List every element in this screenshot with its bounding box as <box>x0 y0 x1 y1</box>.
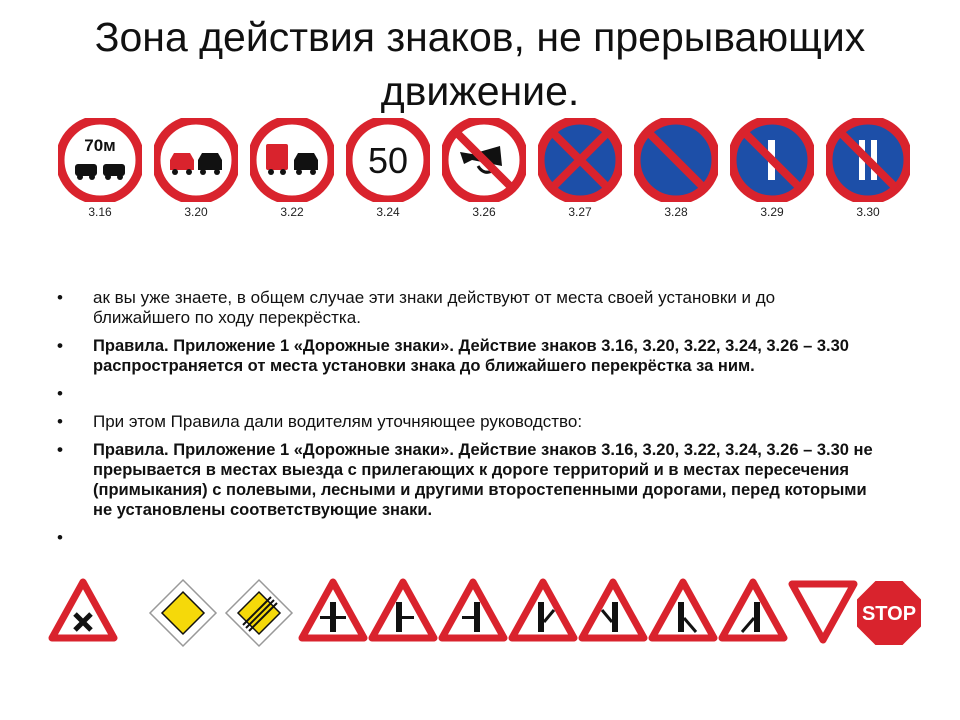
bullet-text: Правила. Приложение 1 «Дорожные знаки». Действие знаков 3.16, 3.20, 3.22, 3.24, 3.26 – 3.30 распространяется от места установки знака до ближайшего перекрёстка за ним. <box>93 337 849 375</box>
svg-text:50: 50 <box>367 140 409 181</box>
side-road-right-sign <box>368 578 438 644</box>
adjacent-left-oblique-sign <box>718 578 788 644</box>
stop-sign <box>854 578 924 648</box>
adjacent-right-sign <box>508 578 578 644</box>
bullet-item <box>55 440 875 520</box>
bullet-text: ак вы уже знаете, в общем случае эти знаки действуют от места своей установки и до ближайшего по ходу перекрёстка. <box>93 288 776 327</box>
svg-text:STOP: STOP <box>861 603 917 625</box>
no-stopping-sign <box>538 118 622 202</box>
speed-limit-50-sign <box>346 118 430 202</box>
bullet-text: Правила. Приложение 1 «Дорожные знаки». Действие знаков 3.16, 3.20, 3.22, 3.24, 3.26 – 3.30 не прерывается в местах выезда с прилегающих к дороге территорий и в местах пересечения (примыкания) с полевыми, лесными и другими второстепенными дорогами, перед которыми не установлены соответствующие знаки. <box>93 441 873 519</box>
no-overtaking-sign <box>154 118 238 202</box>
bullet-marker: • <box>57 336 63 355</box>
sign-3-22 <box>244 118 340 219</box>
warning-signs-row <box>48 578 928 658</box>
bullet-item <box>55 384 875 404</box>
prohibitory-signs-row <box>52 118 912 228</box>
give-way-sign <box>788 578 858 644</box>
sign-3-26 <box>436 118 532 219</box>
sign-3-27 <box>532 118 628 219</box>
sign-code: 3.22 <box>280 205 304 219</box>
page-title: Зона действия знаков, не прерывающих движение. <box>94 14 866 114</box>
priority-road-sign <box>148 578 218 648</box>
no-truck-overtaking-sign <box>250 118 334 202</box>
no-parking-sign <box>634 118 718 202</box>
side-road-left-sign <box>438 578 508 644</box>
bullet-item <box>55 336 875 376</box>
bullet-marker: • <box>57 412 63 431</box>
bullet-list <box>55 288 875 556</box>
adjacent-right-oblique-sign <box>648 578 718 644</box>
min-distance-70m-sign <box>58 118 142 202</box>
sign-code: 3.30 <box>856 205 880 219</box>
bullet-text: При этом Правила дали водителям уточняющее руководство: <box>93 412 583 431</box>
crossroad-secondary-sign <box>298 578 368 644</box>
bullet-marker: • <box>57 440 63 459</box>
sign-3-29 <box>724 118 820 219</box>
sign-3-16 <box>52 118 148 219</box>
svg-text:70м: 70м <box>84 136 116 155</box>
sign-code: 3.29 <box>760 205 784 219</box>
crossroads-equal-sign <box>48 578 118 644</box>
no-parking-odd-days-sign <box>730 118 814 202</box>
bullet-marker: • <box>57 384 63 403</box>
sign-3-30 <box>820 118 916 219</box>
bullet-item <box>55 288 875 328</box>
bullet-marker: • <box>57 528 63 547</box>
bullet-item <box>55 412 875 432</box>
sign-code: 3.28 <box>664 205 688 219</box>
bullet-marker: • <box>57 288 63 307</box>
sign-3-20 <box>148 118 244 219</box>
sign-code: 3.27 <box>568 205 592 219</box>
sign-code: 3.16 <box>88 205 112 219</box>
no-parking-even-days-sign <box>826 118 910 202</box>
sign-code: 3.24 <box>376 205 400 219</box>
adjacent-left-sign <box>578 578 648 644</box>
sign-code: 3.26 <box>472 205 496 219</box>
end-priority-road-sign <box>224 578 294 648</box>
no-horn-sign <box>442 118 526 202</box>
sign-3-28 <box>628 118 724 219</box>
sign-3-24 <box>340 118 436 219</box>
sign-code: 3.20 <box>184 205 208 219</box>
bullet-item <box>55 528 875 548</box>
